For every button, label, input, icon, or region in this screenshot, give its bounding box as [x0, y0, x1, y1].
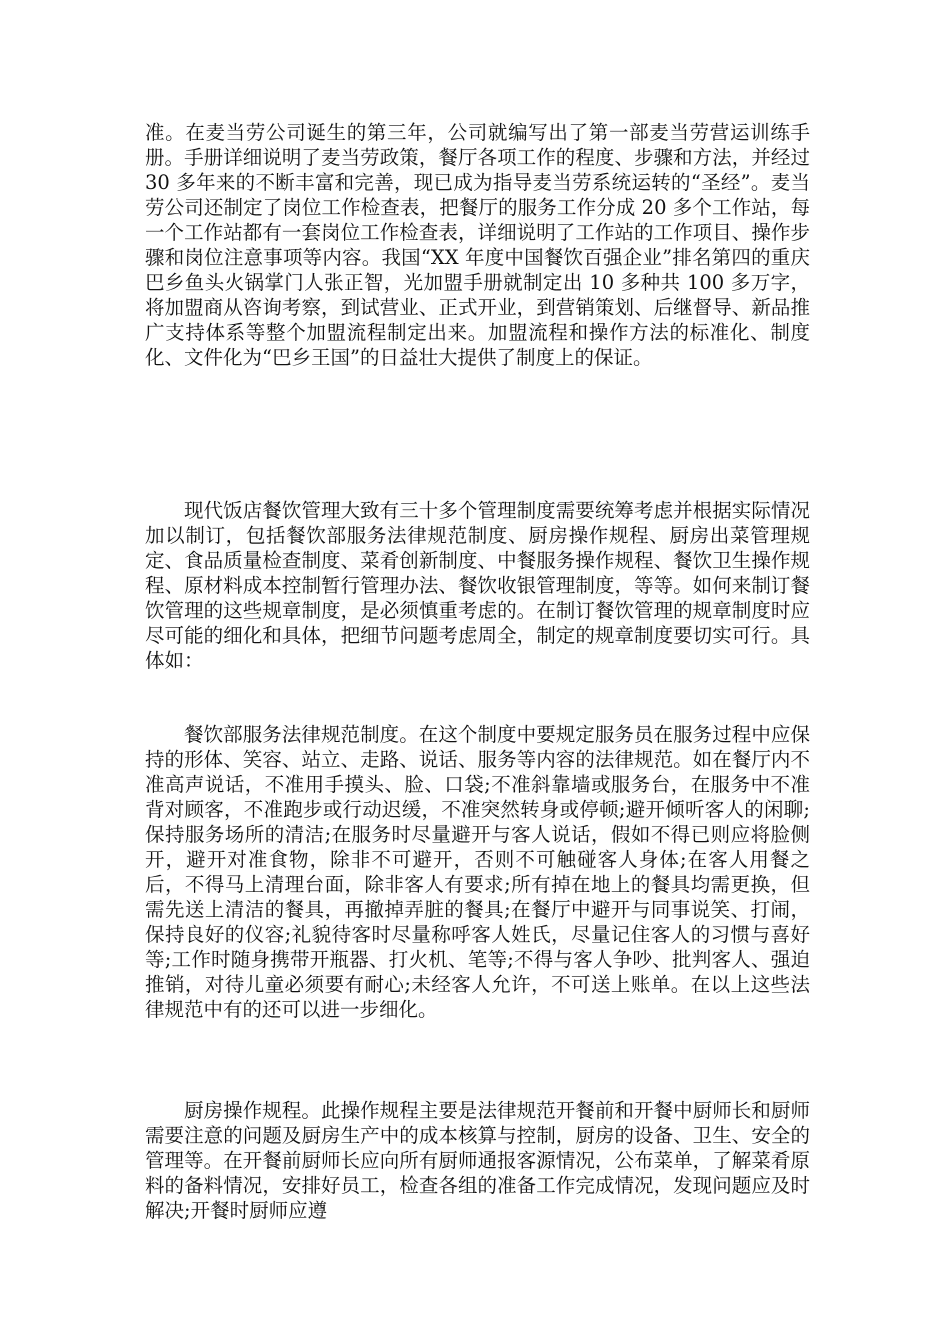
paragraph-continuation: 准。在麦当劳公司诞生的第三年，公司就编写出了第一部麦当劳营运训练手册。手册详细说明了麦当劳政策，餐厅各项工作的程度、步骤和方法，并经过 30 多年来的不断丰富和完善，现已成为指导麦当劳系统运转的“圣经”。麦当劳公司还制定了岗位工作检查表，把餐厅的服务工作分成 20 多个工作站，每一个工作站都有一套岗位工作检查表，详细说明了工作站的工作项目、操作步骤和岗位注意事项等内容。我国“XX 年度中国餐饮百强企业”排名第四的重庆巴乡鱼头火锅掌门人张正智，光加盟手册就制定出 10 多种共 100 多万字，将加盟商从咨询考察，到试营业、正式开业，到营销策划、后继督导、新品推广支持体系等整个加盟流程制定出来。加盟流程和操作方法的标准化、制度化、文件化为“巴乡王国”的日益壮大提供了制度上的保证。: [145, 121, 810, 369]
paragraph-intro: 现代饭店餐饮管理大致有三十多个管理制度需要统筹考虑并根据实际情况加以制订，包括餐饮部服务法律规范制度、厨房操作规程、厨房出菜管理规定、食品质量检查制度、菜肴创新制度、中餐服务操作规程、餐饮卫生操作规程、原材料成本控制暂行管理办法、餐饮收银管理制度，等等。如何来制订餐饮管理的这些规章制度，是必须慎重考虑的。在制订餐饮管理的规章制度时应尽可能的细化和具体，把细节问题考虑周全，制定的规章制度要切实可行。具体如：: [145, 499, 810, 672]
paragraph-kitchen-rules: 厨房操作规程。此操作规程主要是法律规范开餐前和开餐中厨师长和厨师需要注意的问题及厨房生产中的成本核算与控制，厨房的设备、卫生、安全的管理等。在开餐前厨师长应向所有厨师通报客源情况，公布菜单，了解菜肴原料的备料情况，安排好员工，检查各组的准备工作完成情况，发现问题应及时解决;开餐时厨师应遵: [145, 1099, 810, 1222]
paragraph-service-rules: 餐饮部服务法律规范制度。在这个制度中要规定服务员在服务过程中应保持的形体、笑容、站立、走路、说话、服务等内容的法律规范。如在餐厅内不准高声说话，不准用手摸头、脸、口袋;不准斜靠墙或服务台，在服务中不准背对顾客，不准跑步或行动迟缓，不准突然转身或停顿;避开倾听客人的闲聊;保持服务场所的清洁;在服务时尽量避开与客人说话，假如不得已则应将脸侧开，避开对准食物，除非不可避开，否则不可触碰客人身体;在客人用餐之后，不得马上清理台面，除非客人有要求;所有掉在地上的餐具均需更换，但需先送上清洁的餐具，再撤掉弄脏的餐具;在餐厅中避开与同事说笑、打闹，保持良好的仪容;礼貌待客时尽量称呼客人姓氏，尽量记住客人的习惯与喜好等;工作时随身携带开瓶器、打火机、笔等;不得与客人争吵、批判客人、强迫推销，对待儿童必须要有耐心;未经客人允许，不可送上账单。在以上这些法律规范中有的还可以进一步细化。: [145, 723, 810, 1021]
